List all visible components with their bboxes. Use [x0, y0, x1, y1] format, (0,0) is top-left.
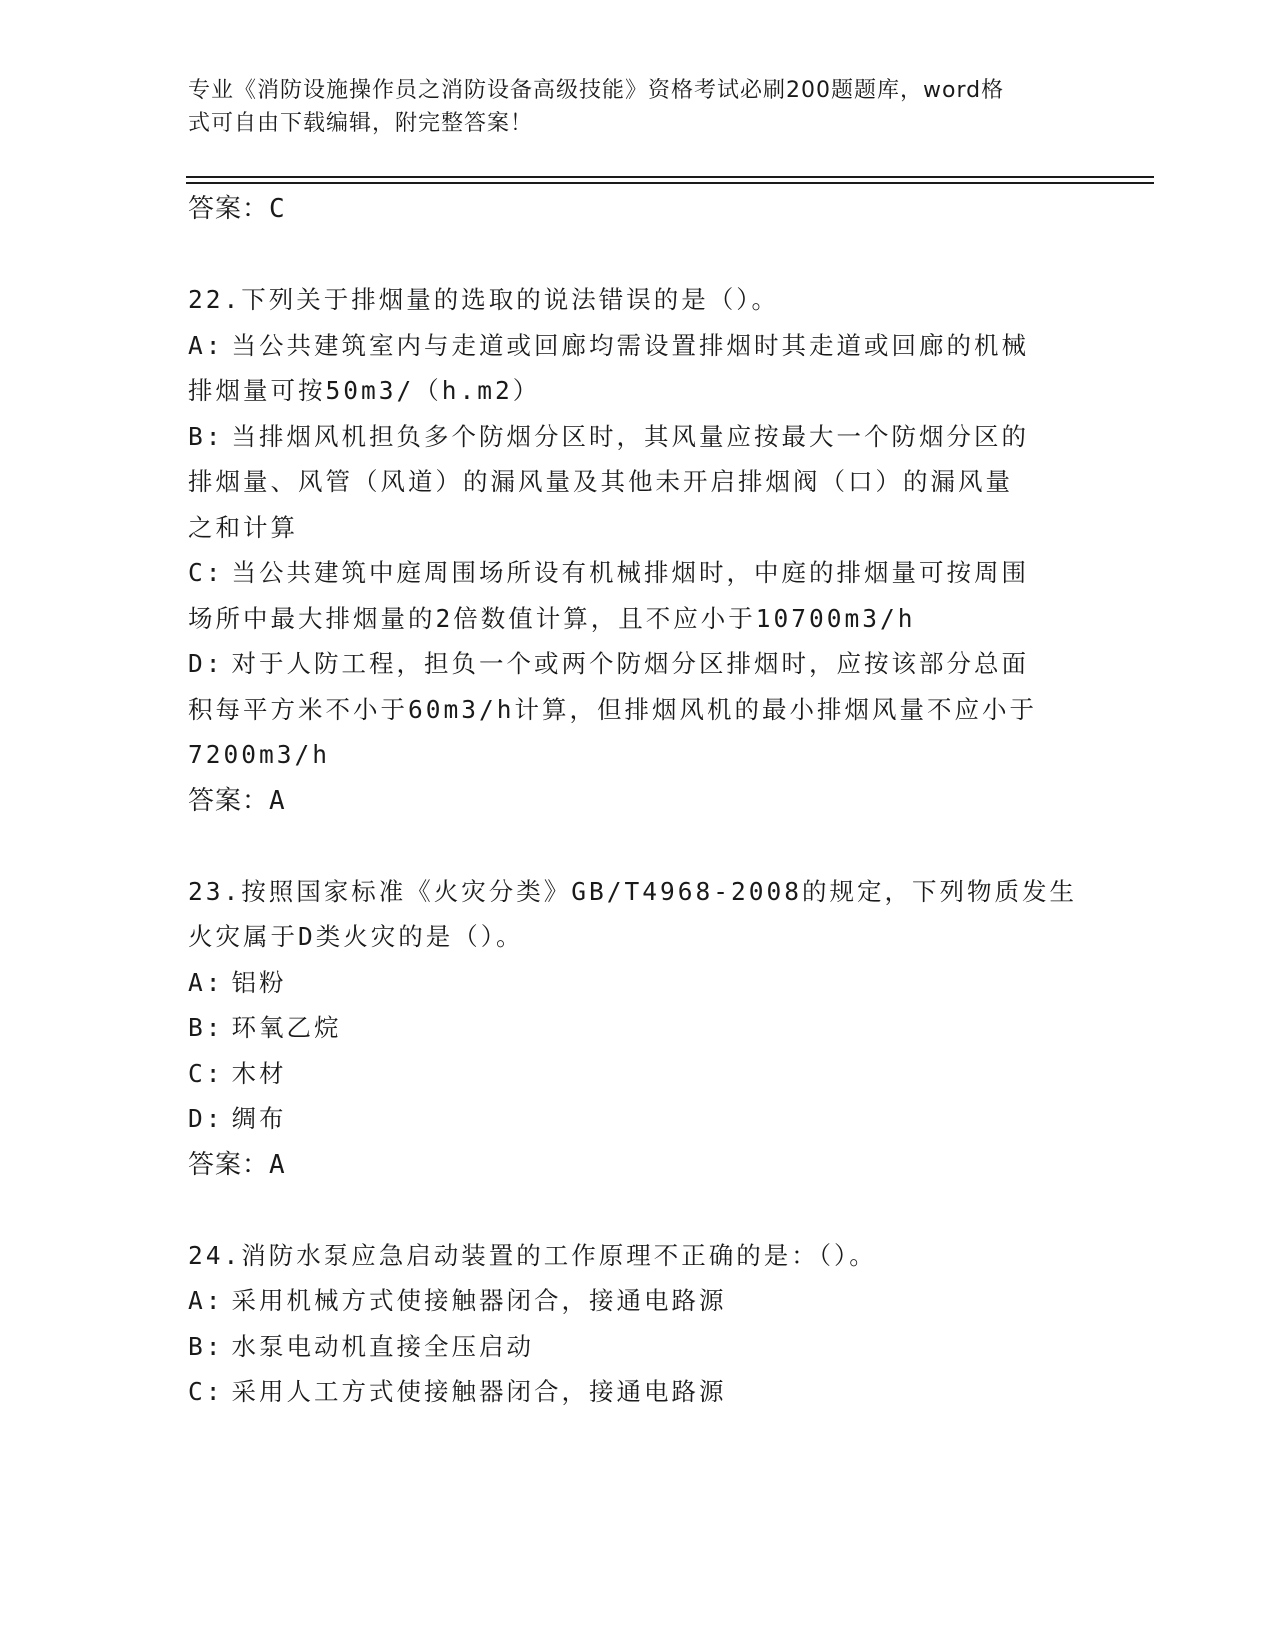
option-c-continued: 场所中最大排烟量的2倍数值计算，且不应小于10700m3/h [188, 603, 916, 633]
option-key: A: [188, 967, 224, 997]
option-b-continued: 排烟量、风管（风道）的漏风量及其他未开启排烟阀（口）的漏风量 [188, 467, 1013, 496]
answer-label: 答案： [188, 785, 270, 816]
option-d [188, 641, 1088, 687]
header-line-2: 式可自由下载编辑，附完整答案！ [188, 111, 534, 136]
option-key: A: [188, 330, 224, 360]
question-22 [188, 277, 1088, 824]
option-a [188, 1278, 1088, 1324]
option-key: D: [188, 649, 224, 678]
answer-label: 答案： [188, 1149, 270, 1180]
option-c [188, 1051, 1088, 1097]
answer-value: A [269, 1149, 286, 1180]
option-key: D: [188, 1104, 224, 1133]
header-line-1: 专业《消防设施操作员之消防设备高级技能》资格考试必刷200题题库，word格 [188, 78, 1005, 103]
option-key: B: [188, 421, 224, 451]
question-23 [188, 869, 1088, 1188]
option-a-continued: 排烟量可按50m3/（h.m2） [188, 376, 541, 405]
answer-label: 答案： [188, 194, 270, 224]
option-d-continued: 7200m3/h [188, 740, 331, 769]
answer-line [188, 1142, 1088, 1188]
option-text: 当公共建筑中庭周围场所设有机械排烟时，中庭的排烟量可按周围 [231, 558, 1030, 587]
document-header [188, 74, 1088, 140]
option-b [188, 1005, 1088, 1051]
answer-line [188, 778, 1088, 824]
option-key: C: [188, 558, 224, 587]
header-rule-top [186, 176, 1154, 178]
question-text-continued: 火灾属于D类火灾的是（）。 [188, 922, 524, 951]
option-text: 采用机械方式使接触器闭合，接通电路源 [231, 1286, 727, 1315]
option-text: 木材 [231, 1058, 287, 1088]
option-text: 采用人工方式使接触器闭合，接通电路源 [231, 1377, 727, 1406]
option-b [188, 1324, 1088, 1370]
option-key: B: [188, 1331, 224, 1361]
answer-line [188, 186, 1088, 232]
answer-value: C [269, 194, 286, 224]
option-text: 对于人防工程，担负一个或两个防烟分区排烟时，应按该部分总面 [231, 649, 1030, 678]
option-key: B: [188, 1013, 224, 1042]
option-c [188, 550, 1088, 596]
option-a [188, 323, 1088, 369]
question-24 [188, 1233, 1088, 1415]
option-key: C: [188, 1058, 224, 1088]
question-text: 23.按照国家标准《火灾分类》GB/T4968-2008的规定，下列物质发生 [188, 876, 1078, 906]
document-body [188, 186, 1088, 1415]
option-d-continued: 积每平方米不小于60m3/h计算，但排烟风机的最小排烟风量不应小于 [188, 694, 1037, 724]
option-a [188, 960, 1088, 1006]
option-b-continued: 之和计算 [188, 512, 298, 542]
option-c [188, 1369, 1088, 1415]
question-text: 22.下列关于排烟量的选取的说法错误的是（）。 [188, 285, 779, 314]
option-text: 当排烟风机担负多个防烟分区时，其风量应按最大一个防烟分区的 [231, 421, 1030, 451]
option-text: 绸布 [231, 1104, 287, 1133]
option-text: 铝粉 [231, 967, 287, 997]
question-text: 24.消防水泵应急启动装置的工作原理不正确的是：（）。 [188, 1240, 877, 1270]
answer-value: A [269, 785, 286, 816]
option-d [188, 1096, 1088, 1142]
option-text: 当公共建筑室内与走道或回廊均需设置排烟时其走道或回廊的机械 [231, 330, 1030, 360]
option-text: 水泵电动机直接全压启动 [231, 1331, 535, 1361]
option-key: C: [188, 1377, 224, 1406]
option-text: 环氧乙烷 [231, 1013, 342, 1042]
option-b [188, 414, 1088, 460]
header-rule-bottom [186, 182, 1154, 184]
option-key: A: [188, 1286, 224, 1315]
